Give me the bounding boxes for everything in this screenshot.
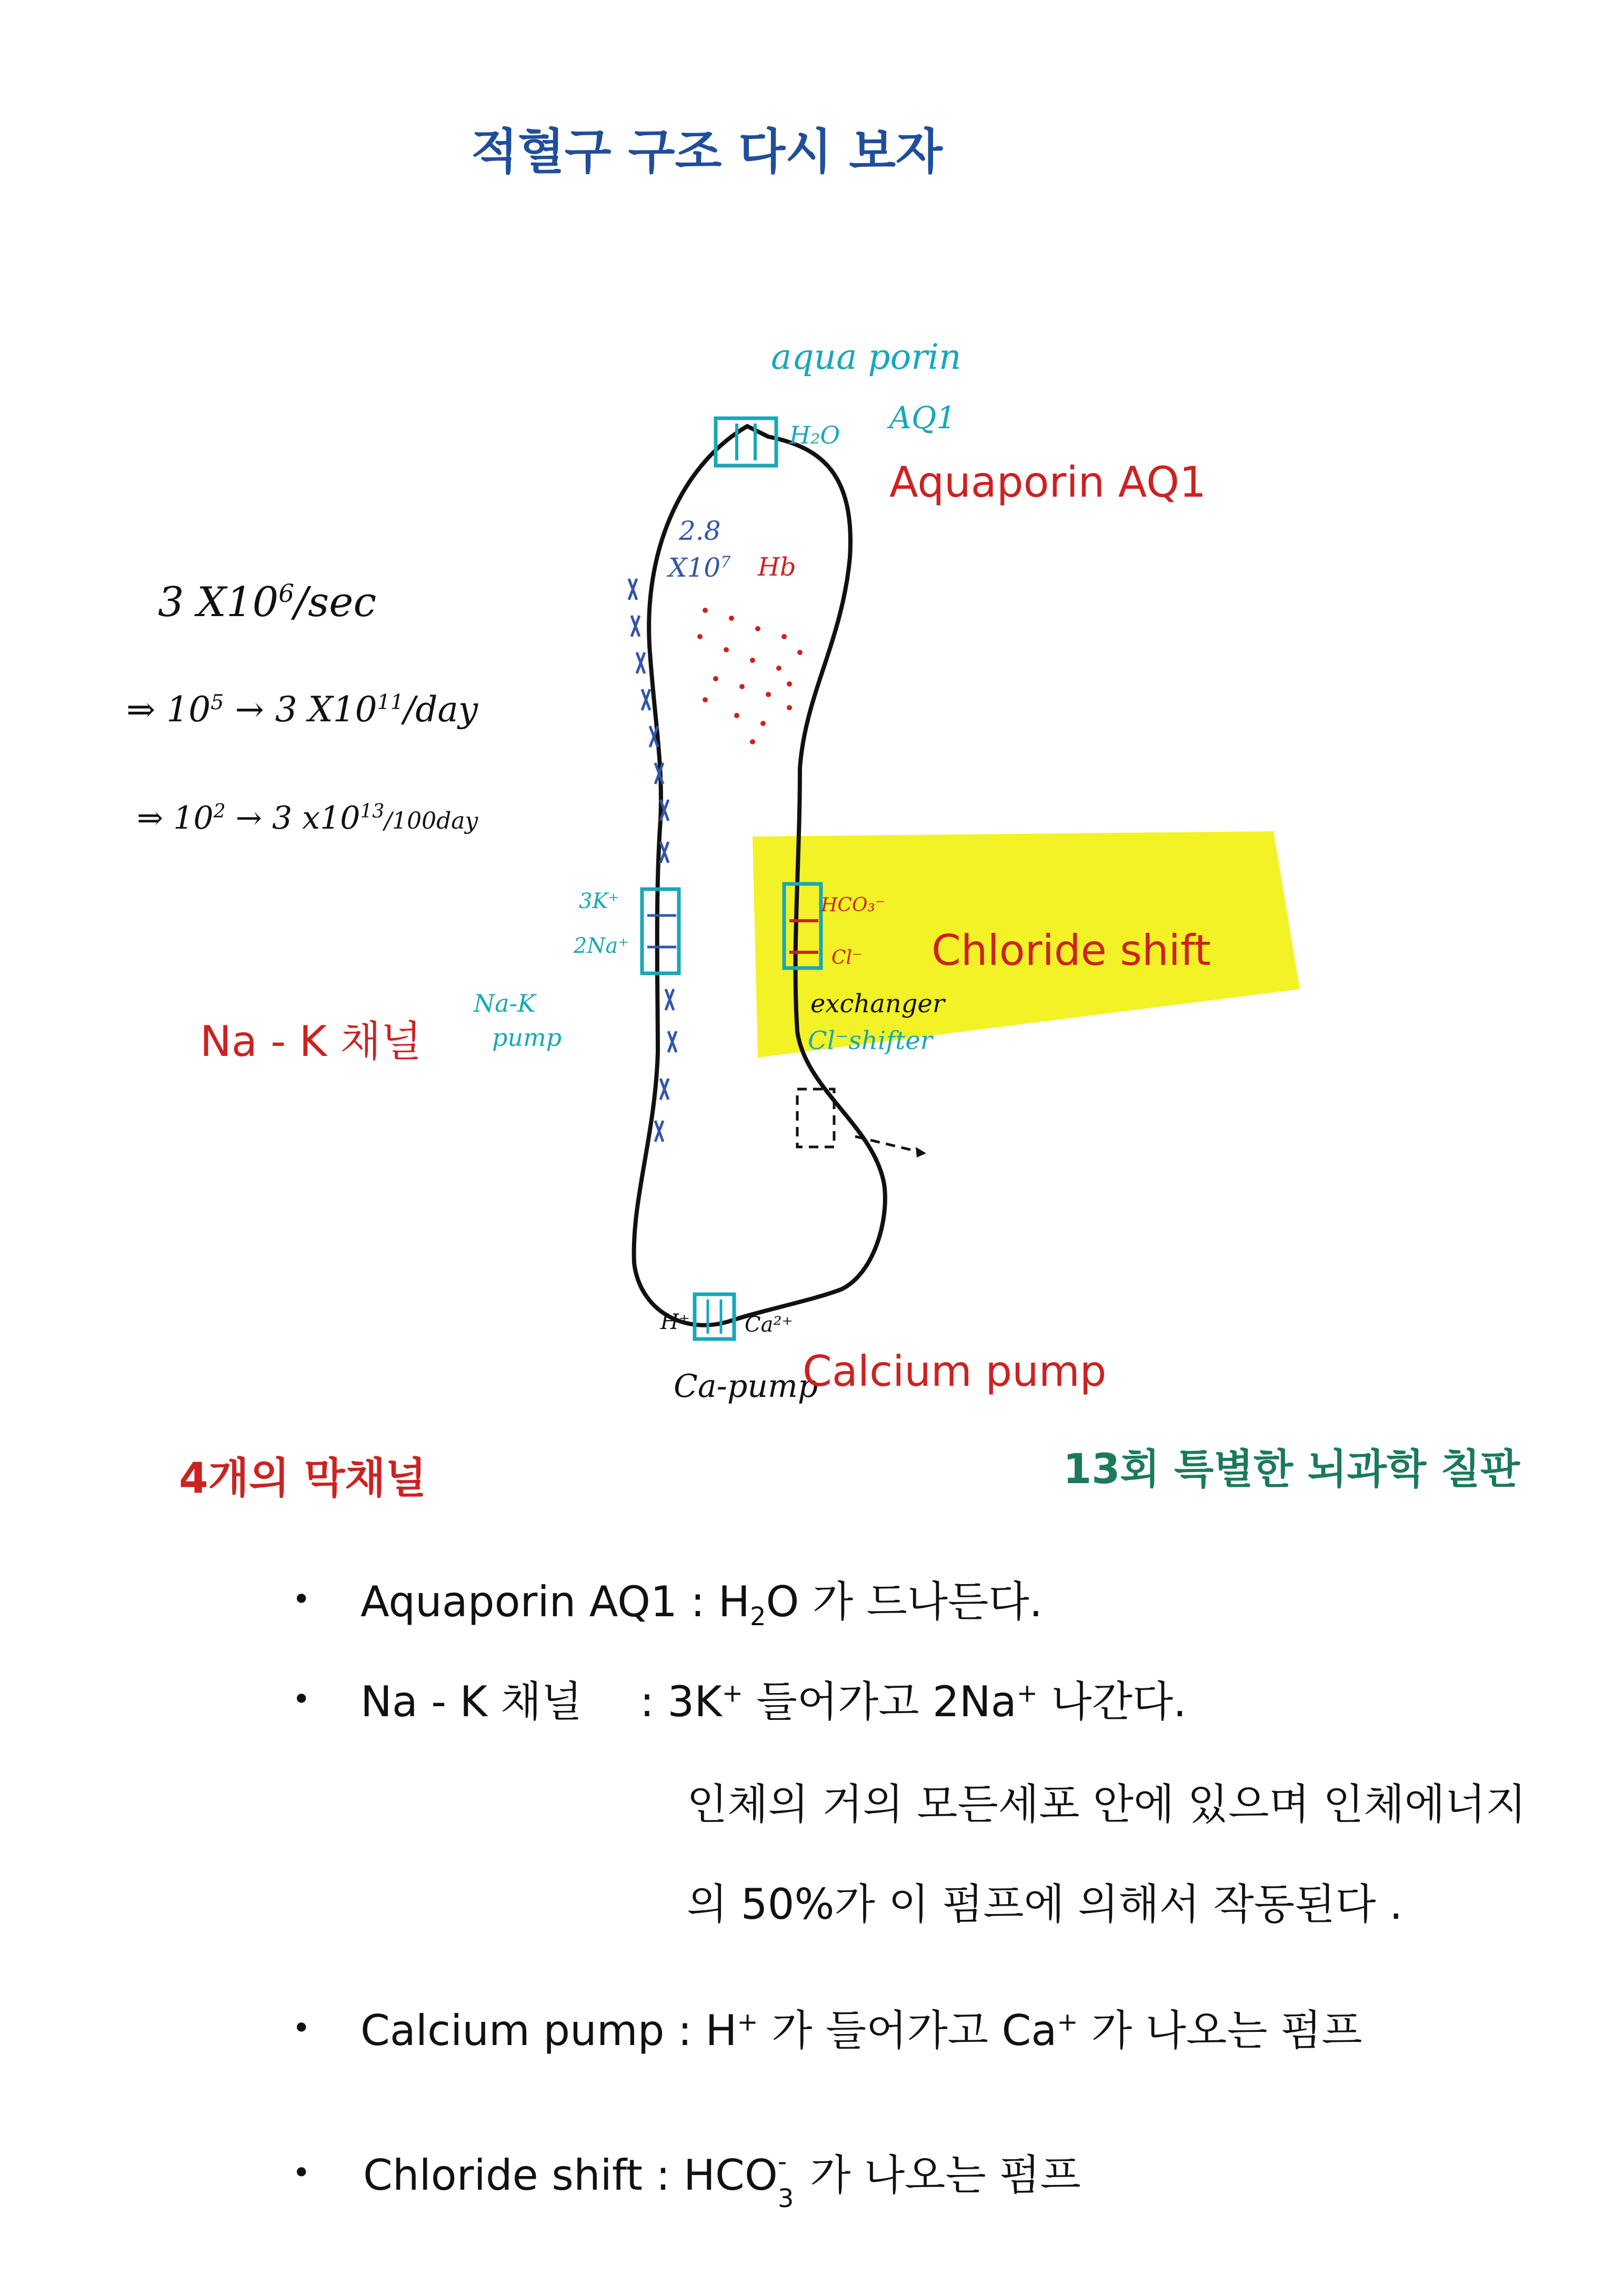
- aquaporin-hand-label: aqua porin: [771, 337, 961, 377]
- h2o-hand-label: H₂O: [789, 421, 840, 449]
- h-plus-label: H⁺: [660, 1310, 690, 1334]
- bullet-1-marker: •: [292, 1581, 311, 1618]
- hb-label: Hb: [758, 552, 796, 582]
- source-label: 13회 특별한 뇌과학 칠판: [1063, 1446, 1520, 1493]
- nak-label: Na - K 채널: [200, 1017, 422, 1066]
- bullet-3-marker: •: [292, 2010, 311, 2047]
- aq1-hand-label: AQ1: [889, 400, 956, 436]
- rate-line-2: ⇒ $10^5 \to 3$ $X10^{11}$/day: [126, 689, 478, 730]
- k-in-label: 3K⁺: [579, 889, 619, 913]
- hco3-hand-label: HCO₃⁻: [821, 894, 885, 916]
- hemoglobin-dots: [697, 608, 803, 744]
- ca-plus-label: Ca²⁺: [745, 1313, 793, 1337]
- cell-count-exp: $X10^7$: [668, 552, 731, 583]
- bullet-nak-note-2: 의 50%가 이 펌프에 의해서 작동된다 .: [687, 1880, 1403, 1929]
- channels-label: 4개의 막채널: [179, 1454, 426, 1503]
- nak-hand-label-1: Na-K: [474, 989, 536, 1018]
- rate-line-1: 3 $X10^6/\sec$: [158, 579, 377, 626]
- bullet-chloride: Chloride shift : HCO - 3 가 나오는 펌프: [363, 2147, 1081, 2213]
- bullet-aquaporin: Aquaporin AQ1 : $H_2O$ 가 드나든다.: [360, 1577, 1043, 1632]
- nak-pump-channel: [642, 889, 679, 973]
- bullet-2-marker: •: [292, 1681, 311, 1718]
- na-out-label: 2Na⁺: [574, 934, 629, 958]
- capump-hand-label: Ca-pump: [674, 1368, 818, 1405]
- cl-hand-label: Cl⁻: [831, 947, 863, 969]
- bullet-nak: Na - K 채널 : 3K+ 들어가고 2Na+ 나간다.: [360, 1677, 1187, 1726]
- bullet-calcium: Calcium pump : H+ 가 들어가고 Ca+ 가 나오는 펌프: [360, 2006, 1362, 2055]
- cell-count: 2.8: [679, 516, 721, 546]
- calcium-label: Calcium pump: [803, 1347, 1107, 1396]
- exchanger-hand-label: exchanger: [810, 989, 945, 1019]
- clshifter-hand-label: Cl⁻shifter: [808, 1026, 933, 1055]
- dashed-zoom-box: [797, 1089, 834, 1147]
- bullet-4-marker: •: [292, 2154, 311, 2191]
- page-title: 적혈구 구조 다시 보자: [471, 124, 943, 180]
- aquaporin-label: Aquaporin AQ1: [889, 458, 1206, 507]
- nak-hand-label-2: pump: [492, 1023, 562, 1052]
- rate-line-3: ⇒ $10^2 \to 3$ $x10^{13}/100day$: [137, 800, 478, 837]
- calcium-pump-channel: [695, 1294, 734, 1339]
- bullet-nak-note-1: 인체의 거의 모든세포 안에 있으며 인체에너지: [687, 1780, 1527, 1829]
- chloride-label: Chloride shift: [931, 926, 1211, 975]
